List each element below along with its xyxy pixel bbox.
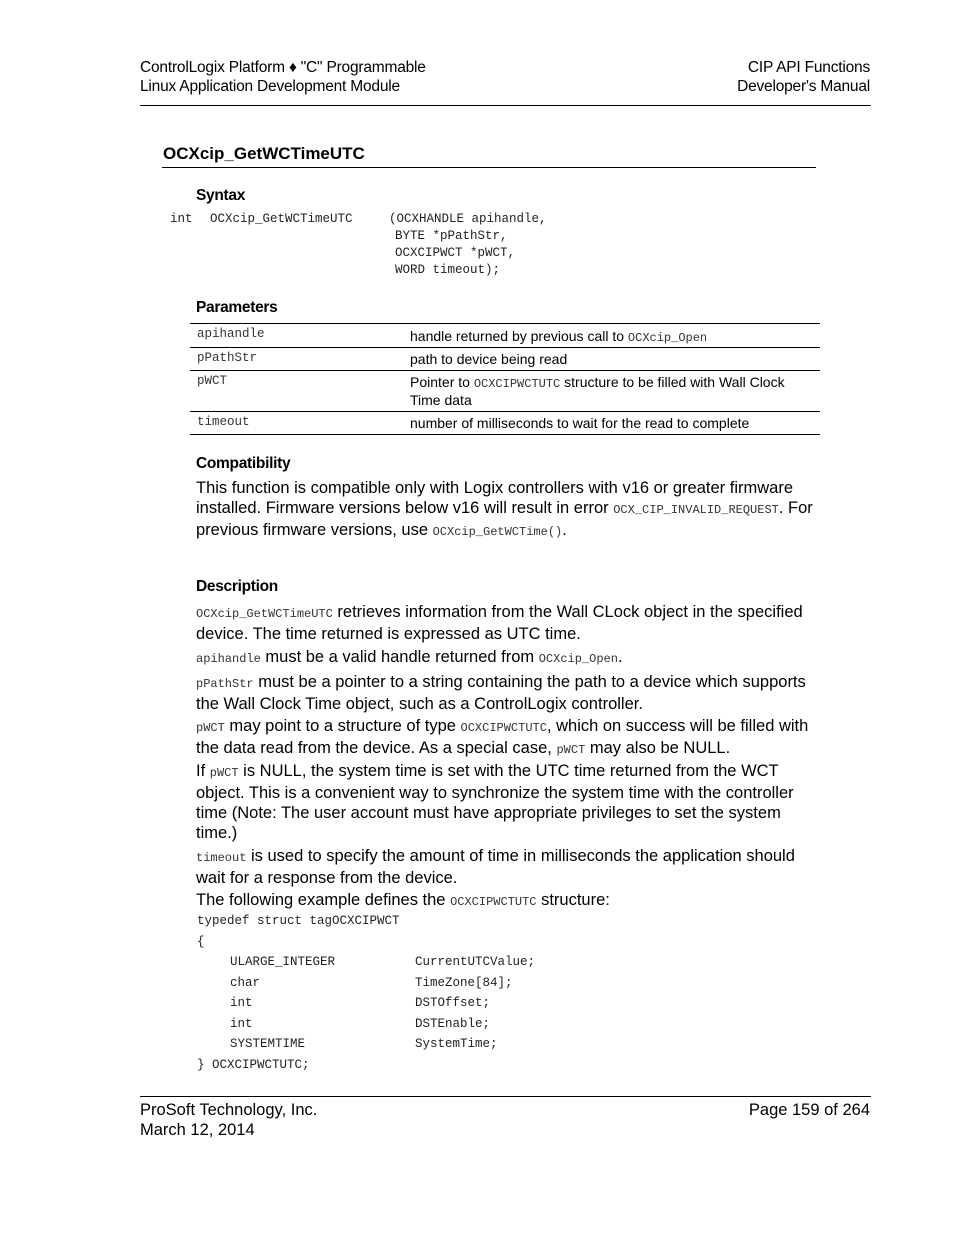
code-run: OCXcip_Open	[538, 652, 618, 666]
text-run: .	[562, 521, 567, 539]
text-run: retrieves information from the Wall CLock object in the specified device. The time returned is expressed as UTC time.	[196, 603, 803, 643]
param-name: pWCT	[197, 374, 228, 388]
code-run: pWCT	[209, 766, 239, 780]
text-run: must be a pointer to a string containing the path to a device which supports the Wall Clock Time object, such as a ControlLogix controller.	[196, 673, 806, 713]
compatibility-text	[196, 478, 821, 542]
description-paragraph	[196, 602, 821, 644]
header-left	[140, 58, 426, 96]
text-run: must be a valid handle returned from	[260, 648, 539, 666]
compatibility-heading: Compatibility	[196, 455, 291, 472]
param-desc-text: structure to be filled with Wall Clock Time data	[410, 374, 785, 408]
code-field-name: CurrentUTCValue;	[415, 955, 536, 969]
code-run: apihandle	[196, 652, 261, 666]
table-row	[190, 371, 820, 411]
text-run: .	[617, 648, 623, 666]
text-run: structure:	[536, 891, 610, 909]
code-run: timeout	[196, 851, 247, 865]
text-run: The following example defines the	[196, 891, 451, 909]
code-field-name: DSTEnable;	[415, 1017, 491, 1031]
text-run: may point to a structure of type	[224, 717, 461, 735]
code-run: OCXcip_GetWCTimeUTC	[196, 607, 333, 621]
code-run: pWCT	[196, 721, 225, 735]
table-row	[190, 348, 820, 371]
code-line: } OCXCIPWCTUTC;	[197, 1058, 310, 1072]
header-right	[737, 58, 870, 96]
syntax-arg: BYTE *pPathStr,	[395, 229, 508, 243]
table-rule	[190, 434, 820, 435]
param-name: apihandle	[197, 327, 265, 341]
code-field-type: int	[230, 1017, 253, 1031]
description-paragraph	[196, 672, 821, 714]
code-run: OCXCIPWCTUTC	[450, 895, 537, 909]
text-run: is NULL, the system time is set with the UTC time returned from the WCT object. This is a convenient way to synchronize the system time with the controller time (Note: The user account must have appropriate privileges to set the system time.)	[196, 762, 794, 842]
description-paragraph	[196, 761, 811, 843]
code-run: pWCT	[556, 743, 586, 757]
syntax-arg: OCXCIPWCT *pWCT,	[395, 246, 516, 260]
param-name: timeout	[197, 415, 250, 429]
footer-page-number: Page 159 of 264	[748, 1101, 870, 1119]
param-desc: number of milliseconds to wait for the read to complete	[410, 415, 750, 431]
code-field-type: SYSTEMTIME	[230, 1037, 306, 1051]
code-field-name: SystemTime;	[415, 1037, 498, 1051]
param-desc	[410, 328, 820, 346]
page-title: OCXcip_GetWCTimeUTC	[163, 144, 365, 163]
table-row	[190, 412, 820, 434]
param-desc-code: OCXcip_Open	[627, 331, 708, 345]
description-heading: Description	[196, 578, 278, 595]
header-rule	[140, 105, 871, 106]
footer-rule	[140, 1096, 871, 1097]
text-run: If	[196, 762, 210, 780]
syntax-arg: WORD timeout);	[395, 263, 501, 277]
param-desc-code: OCXCIPWCTUTC	[473, 377, 561, 391]
footer-company: ProSoft Technology, Inc.	[140, 1101, 318, 1119]
header-product-line: ControlLogix Platform ♦ "C" Programmable	[140, 59, 426, 76]
header-section: CIP API Functions	[747, 59, 870, 76]
code-field-type: char	[230, 976, 261, 990]
param-desc-text: Pointer to	[410, 374, 474, 390]
syntax-function-name: OCXcip_GetWCTimeUTC	[210, 212, 353, 226]
code-field-name: TimeZone[84];	[415, 976, 513, 990]
footer-date: March 12, 2014	[140, 1121, 255, 1139]
text-run: This function is compatible only with Logix controllers with v16 or greater firmware installed. Firmware versions below v16 will result in error	[196, 479, 793, 517]
text-run: may also be NULL.	[585, 739, 731, 757]
param-name: pPathStr	[197, 351, 258, 365]
param-desc: path to device being read	[410, 351, 568, 367]
title-rule	[162, 167, 816, 168]
param-desc-text: handle returned by previous call to	[410, 328, 628, 344]
code-run: OCX_CIP_INVALID_REQUEST	[613, 503, 779, 517]
header-module-line: Linux Application Development Module	[140, 78, 400, 95]
code-line: {	[197, 935, 205, 949]
footer-left	[140, 1100, 317, 1140]
header-manual: Developer's Manual	[737, 78, 870, 95]
code-run: pPathStr	[196, 677, 254, 691]
description-paragraph	[196, 890, 821, 912]
code-field-type: int	[230, 996, 253, 1010]
code-field-name: DSTOffset;	[415, 996, 491, 1010]
text-run: is used to specify the amount of time in milliseconds the application should wait for a response from the device.	[196, 847, 795, 887]
description-paragraph	[196, 647, 821, 669]
param-desc	[410, 374, 810, 408]
code-line: typedef struct tagOCXCIPWCT	[197, 914, 400, 928]
code-run: OCXcip_GetWCTime()	[432, 525, 563, 539]
code-run: OCXCIPWCTUTC	[460, 721, 547, 735]
text-run: . For previous firmware versions, use	[196, 499, 813, 539]
syntax-arg: (OCXHANDLE apihandle,	[389, 212, 547, 226]
description-paragraph	[196, 846, 796, 888]
description-paragraph	[196, 716, 824, 760]
parameters-heading: Parameters	[196, 299, 278, 316]
code-field-type: ULARGE_INTEGER	[230, 955, 336, 969]
syntax-heading: Syntax	[196, 187, 246, 204]
text-run: , which on success will be filled with the data read from the device. As a special case,	[196, 717, 809, 757]
syntax-return-type: int	[170, 212, 193, 226]
table-row	[190, 324, 820, 347]
